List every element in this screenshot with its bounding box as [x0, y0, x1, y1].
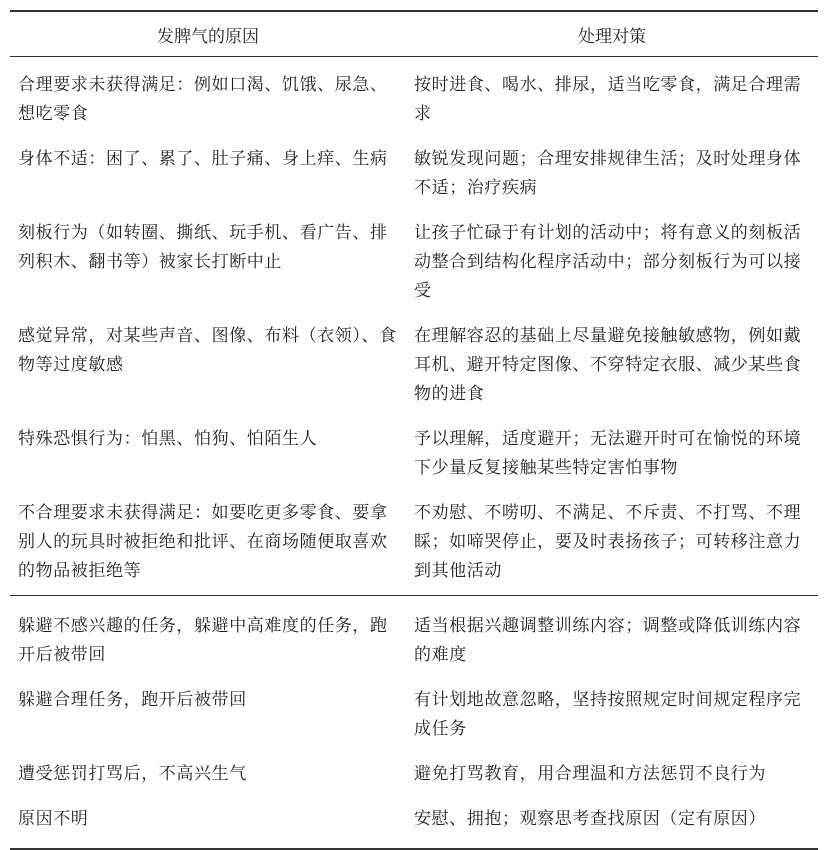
table-row	[10, 138, 818, 212]
header-strategy: 处理对策	[406, 11, 818, 57]
table-row	[10, 798, 818, 849]
table-row	[10, 753, 818, 798]
table-row	[10, 492, 818, 596]
header-row	[10, 11, 818, 57]
table-row	[10, 418, 818, 492]
cause-cell: 躲避不感兴趣的任务，躲避中高难度的任务，跑开后被带回	[10, 596, 406, 680]
table-row	[10, 57, 818, 139]
strategy-cell: 不劝慰、不唠叨、不满足、不斥责、不打骂、不理睬；如啼哭停止，要及时表扬孩子；可转移注意力到其他活动	[414, 503, 802, 581]
strategy-cell: 按时进食、喝水、排尿，适当吃零食，满足合理需求	[414, 75, 802, 124]
table-row	[10, 679, 818, 753]
table-row	[10, 596, 818, 680]
cause-cell: 感觉异常，对某些声音、图像、布料（衣领）、食物等过度敏感	[18, 326, 397, 375]
strategy-cell: 敏锐发现问题；合理安排规律生活；及时处理身体不适；治疗疾病	[414, 149, 802, 198]
strategy-cell: 安慰、拥抱；观察思考查找原因（定有原因）	[406, 798, 818, 849]
cause-cell: 遭受惩罚打骂后，不高兴生气	[18, 764, 247, 784]
header-cause: 发脾气的原因	[10, 11, 406, 57]
strategy-cell: 让孩子忙碌于有计划的活动中；将有意义的刻板活动整合到结构化程序活动中；部分刻板行为可以接受	[414, 223, 802, 301]
table-header	[10, 11, 818, 57]
cause-cell: 身体不适：困了、累了、肚子痛、身上痒、生病	[18, 149, 388, 169]
table-row	[10, 212, 818, 315]
cause-cell: 不合理要求未获得满足：如要吃更多零食、要拿别人的玩具时被拒绝和批评、在商场随便取喜欢的物品被拒绝等	[18, 503, 388, 581]
tantrum-strategy-table	[10, 10, 818, 850]
strategy-cell: 予以理解，适度避开；无法避开时可在愉悦的环境下少量反复接触某些特定害怕事物	[414, 429, 802, 478]
cause-cell: 合理要求未获得满足：例如口渴、饥饿、尿急、想吃零食	[18, 75, 388, 124]
strategy-cell: 避免打骂教育，用合理温和方法惩罚不良行为	[414, 764, 766, 784]
cause-cell: 躲避合理任务，跑开后被带回	[18, 690, 247, 710]
document-page	[0, 10, 828, 844]
strategy-cell: 有计划地故意忽略，坚持按照规定时间规定程序完成任务	[414, 690, 802, 739]
cause-cell: 原因不明	[10, 798, 406, 849]
table-row	[10, 315, 818, 418]
cause-cell: 特殊恐惧行为：怕黑、怕狗、怕陌生人	[18, 429, 318, 449]
cause-cell: 刻板行为（如转圈、撕纸、玩手机、看广告、排列积木、翻书等）被家长打断中止	[18, 223, 388, 272]
table-body	[10, 57, 818, 850]
strategy-cell: 适当根据兴趣调整训练内容；调整或降低训练内容的难度	[406, 596, 818, 680]
strategy-cell: 在理解容忍的基础上尽量避免接触敏感物，例如戴耳机、避开特定图像、不穿特定衣服、减少某些食物的进食	[414, 326, 802, 404]
